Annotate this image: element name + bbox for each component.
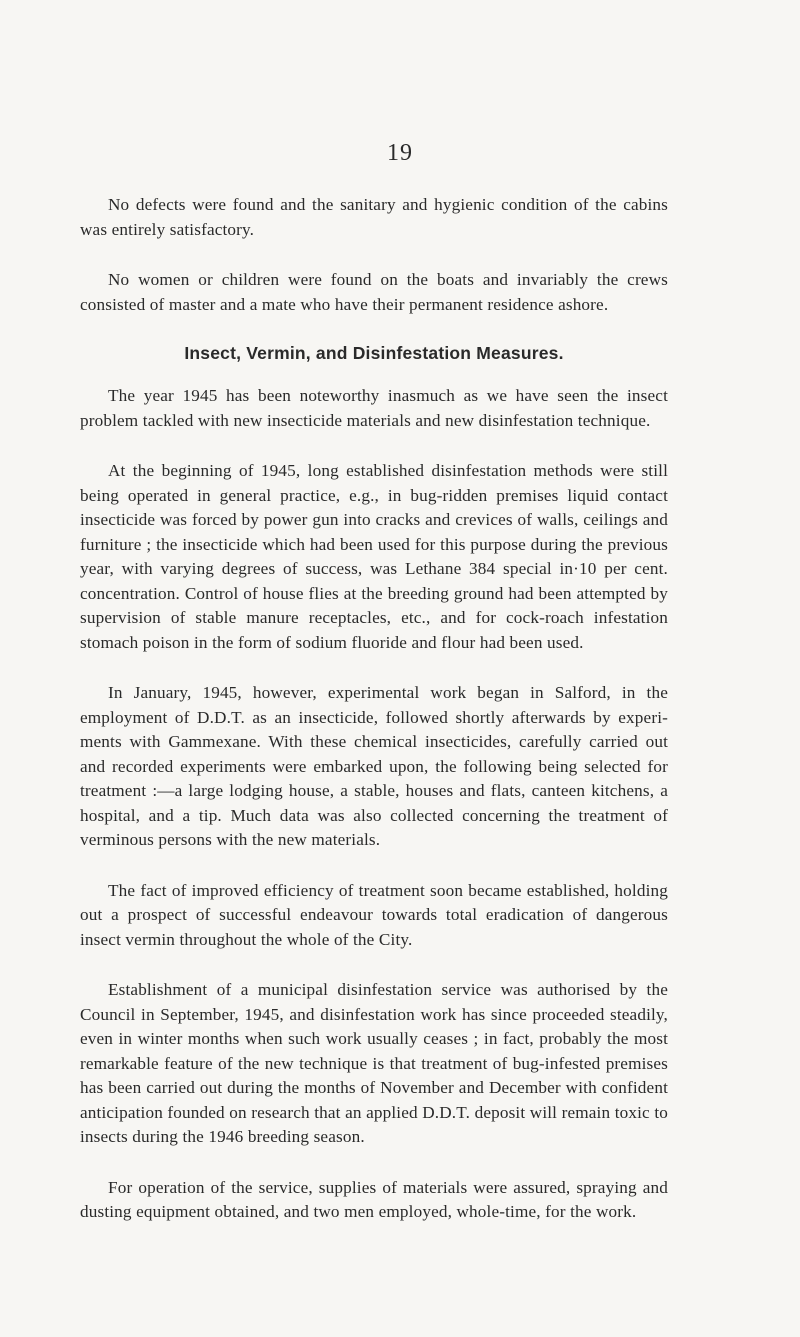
body-text — [80, 193, 668, 1251]
paragraph-crews: No women or children were found on the boats and invariably the crews consisted of master and a mate who have their permanent residence ashore. — [80, 270, 668, 314]
paragraph-cabins-condition: No defects were found and the sanitary and hygienic condition of the cabins was entirely satisfactory. — [80, 195, 668, 239]
paragraph-experimental-work: In January, 1945, however, experimental work began in Salford, in the employment of D.D.T. as an insecticide, followed shortly afterwards by experi-ments with Gammexane. With these chemical insecticides, carefully carried out and recorded experiments were embarked upon, the following being selected for treatment :—a large lodging house, a stable, houses and flats, canteen kitchens, a hospital, and a tip. Much data was also collected concerning the treatment of verminous persons with the new materials. — [80, 683, 668, 849]
paragraph-established-methods: At the beginning of 1945, long established disinfestation methods were still being operated in general practice, e.g., in bug-ridden premises liquid contact insecticide was forced by power gun into cracks and crevices of walls, ceilings and furniture ; the insecticide which had been used for this purpose during the previous year, with varying degrees of success, was Lethane 384 special in·10 per cent. concentration. Control of house flies at the breeding ground had been attempted by supervision of stable manure receptacles, etc., and for cock-roach infestation stomach poison in the form of sodium fluoride and flour had been used. — [80, 461, 668, 652]
section-heading: Insect, Vermin, and Disinfestation Measures. — [184, 343, 564, 363]
paragraph-insect-problem: The year 1945 has been noteworthy inasmuch as we have seen the insect problem tackled with new insecticide materials and new disinfestation technique. — [80, 386, 668, 430]
paragraph-improved-efficiency: The fact of improved efficiency of treatment soon became established, holding out a prospect of successful endeavour towards total eradication of dangerous insect vermin throughout the whole of the City. — [80, 880, 668, 949]
paragraph-service-operation: For operation of the service, supplies of materials were assured, spraying and dusting equipment obtained, and two men employed, whole-time, for the work. — [80, 1177, 668, 1221]
paragraph-municipal-service: Establishment of a municipal disinfestation service was authorised by the Council in September, 1945, and disinfestation work has since proceeded steadily, even in winter months when such work usually ceases ; in fact, probably the most remarkable feature of the new technique is that treatment of bug-infested premises has been carried out during the months of November and December with confident anticipation founded on research that an applied D.D.T. deposit will remain toxic to insects during the 1946 breeding season. — [80, 980, 668, 1146]
page-number: 19 — [387, 140, 413, 166]
